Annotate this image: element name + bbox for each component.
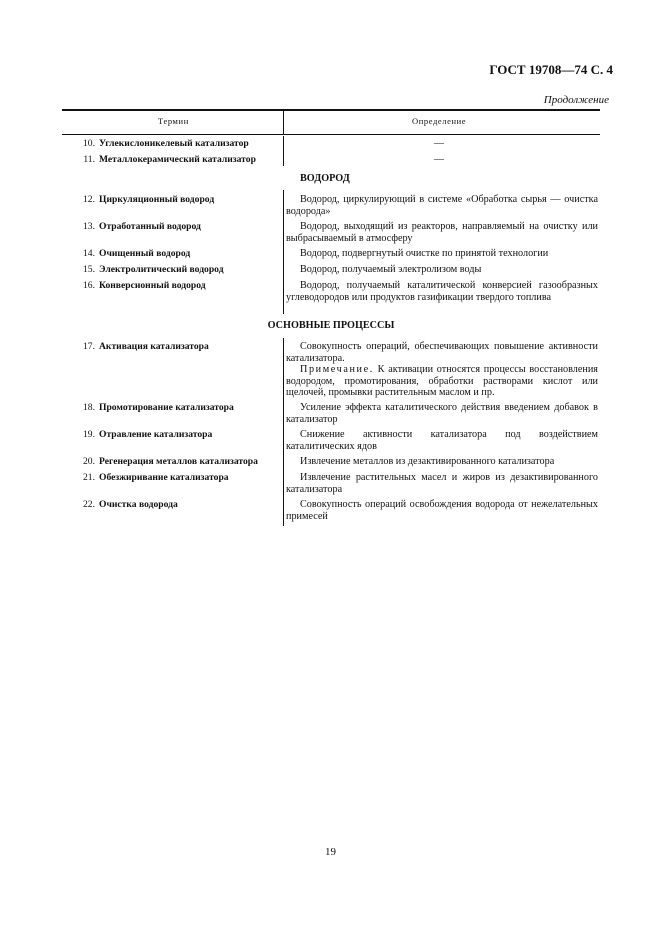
term-name: Очистка водорода <box>99 499 178 510</box>
term-cell <box>68 456 278 468</box>
definition-text: Водород, получаемый каталитической конверсией газообразных углеводородов или продуктов газификации твердого топлива <box>286 280 598 303</box>
term-cell <box>68 280 278 292</box>
definition-dash: — <box>434 154 444 165</box>
column-header-term: Термин <box>158 116 189 126</box>
term-number: 15. <box>83 264 95 275</box>
term-number: 16. <box>83 280 95 291</box>
definition-text: Водород, выходящий из реакторов, направляемый на очистку или выбрасываемый в атмосферу <box>286 221 598 244</box>
term-cell <box>68 194 278 206</box>
term-cell <box>68 472 278 484</box>
term-number: 20. <box>83 456 95 467</box>
term-number: 10. <box>83 138 95 149</box>
header-code: ГОСТ 19708—74 С. 4 <box>489 62 613 77</box>
column-divider <box>283 338 284 526</box>
term-number: 22. <box>83 499 95 510</box>
term-number: 11. <box>83 154 95 165</box>
term-name: Циркуляционный водород <box>99 194 215 205</box>
definition-cell <box>286 341 598 399</box>
definition-cell <box>286 456 598 468</box>
definition-text: Извлечение растительных масел и жиров из дезактивированного катализатора <box>286 472 598 495</box>
term-name: Промотирование катализатора <box>99 402 234 413</box>
definition-text: Совокупность операций освобождения водорода от нежелательных примесей <box>286 499 598 522</box>
definition-text: Снижение активности катализатора под воздействием каталитических ядов <box>286 429 598 452</box>
definition-text: Совокупность операций, обеспечивающих повышение активности катализатора. <box>286 341 598 364</box>
term-cell <box>68 429 278 441</box>
table-top-rule <box>62 109 600 111</box>
term-cell <box>68 402 278 414</box>
header-bottom-rule <box>62 134 600 135</box>
definition-text: Водород, подвергнутый очистке по принятой технологии <box>300 248 549 259</box>
definition-cell <box>286 194 598 217</box>
term-number: 14. <box>83 248 95 259</box>
page-number: 19 <box>325 846 336 858</box>
section-heading-hydrogen: ВОДОРОД <box>300 173 350 184</box>
term-number: 13. <box>83 221 95 232</box>
term-number: 12. <box>83 194 95 205</box>
note-text: К активации относятся процессы восстановления водородом, промотирования, обработки растворами кислот или щелочей, промывки растительным маслом и пр. <box>286 364 598 398</box>
term-name: Обезжиривание катализатора <box>99 472 229 483</box>
term-cell <box>68 248 278 260</box>
note-label: Примечание. <box>300 364 374 375</box>
definition-cell <box>286 402 598 425</box>
definition-text: Водород, циркулирующий в системе «Обработка сырья — очистка водорода» <box>286 194 598 217</box>
term-name: Углекислоникелевый катализатор <box>99 138 249 149</box>
section-heading-processes: ОСНОВНЫЕ ПРОЦЕССЫ <box>267 320 395 331</box>
term-cell <box>68 221 278 233</box>
continuation-label: Продолжение <box>543 94 609 106</box>
column-header-definition: Определение <box>412 116 467 126</box>
term-name: Конверсионный водород <box>99 280 206 291</box>
definition-cell <box>286 429 598 452</box>
column-divider <box>283 190 284 314</box>
term-cell <box>68 154 278 166</box>
term-cell <box>68 138 278 150</box>
definition-dash: — <box>434 138 444 149</box>
term-cell <box>68 499 278 511</box>
term-name: Металлокерамический катализатор <box>99 154 256 165</box>
definition-cell <box>286 221 598 244</box>
term-name: Очищенный водород <box>99 248 191 259</box>
definition-cell <box>286 264 598 276</box>
column-divider <box>283 110 284 134</box>
definition-cell <box>286 248 598 260</box>
term-number: 19. <box>83 429 95 440</box>
term-number: 21. <box>83 472 95 483</box>
definition-text: Извлечение металлов из дезактивированного катализатора <box>300 456 555 467</box>
term-cell <box>68 264 278 276</box>
term-name: Регенерация металлов катализатора <box>99 456 258 467</box>
definition-cell <box>286 280 598 303</box>
definition-text: Усиление эффекта каталитического действия введением добавок в катализатор <box>286 402 598 425</box>
definition-text: Водород, получаемый электролизом воды <box>300 264 482 275</box>
term-name: Активация катализатора <box>99 341 209 352</box>
term-name: Отравление катализатора <box>99 429 213 440</box>
definition-note <box>286 364 598 399</box>
definition-cell <box>286 499 598 522</box>
definition-cell <box>286 472 598 495</box>
term-number: 17. <box>83 341 95 352</box>
term-number: 18. <box>83 402 95 413</box>
term-name: Отработанный водород <box>99 221 201 232</box>
term-cell <box>68 341 278 353</box>
term-name: Электролитический водород <box>99 264 224 275</box>
column-divider <box>283 136 284 166</box>
